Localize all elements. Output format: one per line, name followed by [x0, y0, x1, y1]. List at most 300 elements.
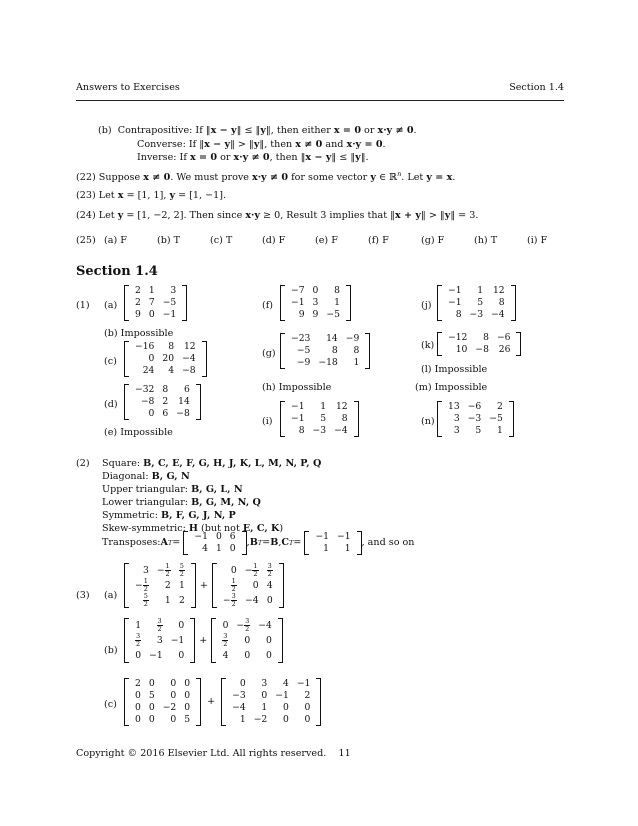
- matrix-row: [131, 384, 194, 396]
- matrix-entry: 0: [312, 285, 319, 296]
- matrix-entry: −4: [232, 702, 246, 713]
- running-header-right: Section 1.4: [509, 82, 564, 93]
- ex1-f-label: (f): [262, 300, 274, 311]
- ex1-b-answer: (b) Impossible: [104, 328, 174, 339]
- left-bracket: [124, 563, 129, 608]
- left-bracket: [280, 333, 285, 369]
- matrix-entry: 0: [261, 690, 268, 701]
- matrix-entry: 1: [477, 285, 484, 296]
- matrix-entry: −4: [245, 595, 259, 606]
- matrix-entry: $\frac{5}{2}$: [179, 562, 184, 578]
- left-bracket: [124, 678, 129, 726]
- matrix-entry: −8: [140, 396, 155, 407]
- plus-sign: +: [207, 696, 216, 707]
- ex2-upper: Upper triangular: B, G, L, N: [102, 484, 243, 495]
- matrix-entry: −4: [491, 309, 505, 320]
- matrix-entry: 0: [265, 635, 272, 646]
- matrix-row: [444, 297, 509, 309]
- ex1-i-label: (i): [262, 416, 273, 427]
- right-bracket: [316, 678, 321, 726]
- ex1-n-matrix: [437, 401, 514, 437]
- matrix-entry: 4: [168, 365, 175, 376]
- footer-copyright: Copyright © 2016 Elsevier Ltd. All rights reserved. 11: [76, 748, 351, 759]
- ex3-a-symmetric-matrix: [124, 563, 196, 608]
- matrix-entry: −32: [135, 384, 155, 395]
- matrix-row: [190, 543, 239, 555]
- ex1-e-answer: (e) Impossible: [104, 427, 173, 438]
- ex2-symmetric: Symmetric: B, F, G, J, N, P: [102, 510, 236, 521]
- matrix-row: [218, 618, 276, 633]
- matrix-entry: 0: [135, 714, 141, 725]
- ex3-b-sum: [124, 618, 283, 663]
- left-bracket: [280, 401, 285, 437]
- matrix-entry: −3: [467, 413, 482, 424]
- matrix-entry: 8: [455, 309, 462, 320]
- matrix-entry: 0: [148, 408, 155, 419]
- matrix-entry: 0: [148, 702, 155, 713]
- answer-24: (24) Let y = [1, −2, 2]. Then since x·y ≥ 0, Result 3 implies that ‖x + y‖ > ‖y‖ = 3.: [76, 210, 479, 221]
- page-number: 11: [338, 748, 351, 759]
- ex1-c-label: (c): [104, 356, 117, 367]
- matrix-row: [218, 633, 276, 648]
- matrix-entry: −12: [448, 332, 468, 343]
- matrix-row: [444, 332, 514, 344]
- matrix-entry: 26: [498, 344, 511, 355]
- matrix-entry: 2: [135, 285, 141, 296]
- matrix-entry: 0: [244, 635, 251, 646]
- matrix-entry: −1: [448, 297, 462, 308]
- matrix-row: [228, 702, 314, 714]
- matrix-entry: −5: [489, 413, 503, 424]
- matrix-entry: 1: [320, 401, 327, 412]
- ex1-l-answer: (l) Impossible: [421, 364, 488, 375]
- matrix-entry: 0: [222, 620, 229, 631]
- matrix-entry: 20: [162, 353, 175, 364]
- ex1-d-label: (d): [104, 399, 118, 410]
- matrix-row: [131, 353, 200, 365]
- matrix-row: [218, 648, 276, 663]
- matrix-entry: 1: [178, 580, 185, 591]
- answer-25-item: (f) F: [368, 235, 389, 246]
- left-bracket: [124, 618, 129, 663]
- matrix-entry: 8: [162, 384, 169, 395]
- right-bracket: [516, 332, 521, 356]
- matrix-entry: 8: [331, 345, 338, 356]
- matrix-entry: 5: [475, 425, 482, 436]
- matrix-entry: −2: [162, 702, 177, 713]
- matrix-entry: 3: [142, 565, 149, 576]
- matrix-entry: 0: [184, 678, 191, 689]
- answer-25-item: (e) F: [315, 235, 338, 246]
- matrix-entry: 5: [184, 714, 191, 725]
- matrix-row: [131, 633, 188, 648]
- matrix-row: [228, 690, 314, 702]
- matrix-row: [131, 396, 194, 408]
- answer-25-item: (i) F: [527, 235, 548, 246]
- matrix-entry: 0: [148, 309, 155, 320]
- matrix-entry: 2: [135, 297, 141, 308]
- matrix-entry: 0: [148, 714, 155, 725]
- matrix-entry: −8: [176, 408, 190, 419]
- left-bracket: [280, 285, 285, 321]
- matrix-entry: 12: [183, 341, 196, 352]
- matrix-entry: 8: [168, 341, 175, 352]
- header-rule: [76, 100, 564, 101]
- matrix-entry: 6: [183, 384, 190, 395]
- matrix-entry: 13: [448, 401, 460, 412]
- ex1-h-answer: (h) Impossible: [262, 382, 332, 393]
- ex1-a-matrix: [124, 285, 187, 321]
- matrix-entry: 8: [334, 285, 340, 296]
- matrix-row: [131, 285, 180, 297]
- matrix-entry: 1: [344, 543, 351, 554]
- matrix-entry: −1: [448, 285, 462, 296]
- matrix-entry: 3: [261, 678, 268, 689]
- right-bracket: [191, 563, 196, 608]
- matrix-entry: −6: [496, 332, 511, 343]
- matrix-entry: 2: [496, 401, 503, 412]
- right-bracket: [182, 285, 187, 321]
- matrix-row: [287, 285, 344, 297]
- matrix-entry: 4: [202, 543, 208, 554]
- answer-25-item: (a) F: [104, 235, 127, 246]
- matrix-entry: 3: [453, 413, 460, 424]
- matrix-row: [287, 309, 344, 321]
- left-bracket: [124, 341, 129, 377]
- right-bracket: [196, 678, 201, 726]
- matrix-entry: −1: [337, 531, 351, 542]
- matrix-entry: 1: [215, 543, 222, 554]
- matrix-entry: 0: [282, 714, 289, 725]
- matrix-entry: −1: [149, 650, 163, 661]
- matrix-entry: 8: [298, 425, 305, 436]
- matrix-entry: − $\frac{3}{2}$: [222, 592, 236, 608]
- ex2-square: Square: B, C, E, F, G, H, J, K, L, M, N, P, Q: [102, 458, 322, 469]
- matrix-row: [131, 678, 194, 690]
- matrix-entry: −5: [326, 309, 340, 320]
- matrix-entry: 12: [335, 401, 348, 412]
- matrix-entry: 4: [282, 678, 289, 689]
- matrix-entry: 1: [148, 285, 155, 296]
- left-bracket: [437, 401, 442, 437]
- matrix-row: [311, 531, 354, 543]
- matrix-entry: 0: [239, 678, 246, 689]
- matrix-entry: 8: [498, 297, 505, 308]
- matrix-entry: −9: [345, 333, 360, 344]
- answer-21b-line2: Converse: If ‖x − y‖ > ‖y‖, then x ≠ 0 and x·y = 0.: [137, 139, 386, 150]
- matrix-entry: 8: [341, 413, 348, 424]
- left-bracket: [437, 285, 442, 321]
- matrix-entry: −5: [162, 297, 177, 308]
- matrix-entry: − $\frac{1}{2}$: [156, 562, 170, 578]
- ex1-k-label: (k): [421, 340, 435, 351]
- ex3-a-label: (a): [104, 590, 118, 601]
- ex2-skew: Skew-symmetric: H (but not E, C, K): [102, 523, 284, 534]
- matrix-entry: −7: [291, 285, 305, 296]
- matrix-entry: 3: [312, 297, 319, 308]
- left-bracket: [211, 618, 216, 663]
- ex2-diagonal: Diagonal: B, G, N: [102, 471, 190, 482]
- exercise-2-number: (2): [76, 458, 90, 469]
- ex1-j-label: (j): [421, 300, 432, 311]
- matrix-entry: 3: [453, 425, 460, 436]
- matrix-entry: 9: [312, 309, 319, 320]
- matrix-row: [228, 678, 314, 690]
- matrix-row: [228, 714, 314, 726]
- matrix-row: [131, 618, 188, 633]
- matrix-entry: 1: [496, 425, 503, 436]
- matrix-entry: 0: [170, 690, 177, 701]
- matrix-row: [444, 309, 509, 321]
- matrix-entry: 8: [483, 332, 489, 343]
- ex3-a-sum: [124, 563, 284, 608]
- matrix-entry: −1: [291, 297, 305, 308]
- matrix-row: [287, 357, 363, 369]
- section-title: Section 1.4: [76, 264, 158, 279]
- matrix-entry: 6: [229, 531, 236, 542]
- matrix-entry: 5: [477, 297, 484, 308]
- answer-25-item: (h) T: [474, 235, 498, 246]
- ex1-g-matrix: [280, 333, 370, 369]
- matrix-entry: −5: [296, 345, 311, 356]
- matrix-entry: 12: [492, 285, 505, 296]
- right-bracket: [346, 285, 351, 321]
- matrix-entry: $\frac{3}{2}$: [136, 632, 141, 648]
- matrix-row: [131, 297, 180, 309]
- matrix-entry: −1: [291, 401, 305, 412]
- answer-25-item: (g) F: [421, 235, 445, 246]
- matrix-entry: 0: [148, 353, 155, 364]
- ex1-n-label: (n): [421, 416, 435, 427]
- matrix-entry: 0: [229, 543, 236, 554]
- transpose-A-matrix: [183, 531, 246, 555]
- ex1-j-matrix: [437, 285, 516, 321]
- matrix-row: [131, 309, 180, 321]
- matrix-entry: −2: [253, 714, 268, 725]
- right-bracket: [365, 333, 370, 369]
- ex1-f-matrix: [280, 285, 351, 321]
- ex3-c-skew-matrix: [221, 678, 321, 726]
- left-bracket: [183, 531, 188, 555]
- matrix-row: [131, 341, 200, 353]
- matrix-entry: $\frac{1}{2}$: [231, 577, 236, 593]
- ex1-d-matrix: [124, 384, 201, 420]
- matrix-entry: −23: [291, 333, 311, 344]
- matrix-entry: −1: [291, 413, 305, 424]
- matrix-row: [287, 425, 352, 437]
- matrix-entry: $\frac{5}{2}$: [143, 592, 148, 608]
- matrix-row: [131, 690, 194, 702]
- ex1-m-answer: (m) Impossible: [415, 382, 488, 393]
- right-bracket: [354, 401, 359, 437]
- matrix-entry: 2: [135, 678, 141, 689]
- matrix-entry: 0: [178, 620, 185, 631]
- right-bracket: [196, 384, 201, 420]
- ex1-k-matrix: [437, 332, 521, 356]
- matrix-entry: 0: [178, 650, 185, 661]
- answer-25-item: (b) T: [157, 235, 181, 246]
- matrix-entry: 1: [323, 543, 330, 554]
- matrix-entry: $\frac{3}{2}$: [267, 562, 272, 578]
- matrix-entry: −4: [258, 620, 272, 631]
- matrix-row: [287, 345, 363, 357]
- matrix-row: [311, 543, 354, 555]
- matrix-entry: 3: [156, 635, 163, 646]
- matrix-entry: 2: [304, 690, 311, 701]
- matrix-entry: − $\frac{1}{2}$: [135, 577, 148, 593]
- matrix-entry: −4: [182, 353, 196, 364]
- plus-sign: +: [199, 579, 208, 591]
- matrix-row: [131, 408, 194, 420]
- matrix-entry: 9: [298, 309, 305, 320]
- matrix-entry: 1: [135, 620, 142, 631]
- matrix-entry: 2: [162, 396, 169, 407]
- right-bracket: [509, 401, 514, 437]
- plus-sign: +: [199, 634, 208, 646]
- matrix-entry: 2: [164, 580, 171, 591]
- matrix-entry: 0: [266, 595, 273, 606]
- ex3-b-symmetric-matrix: [124, 618, 195, 663]
- ex3-b-label: (b): [104, 645, 118, 656]
- matrix-entry: −1: [275, 690, 289, 701]
- matrix-entry: 0: [244, 650, 251, 661]
- left-bracket: [437, 332, 442, 356]
- answer-21b-line1: (b) Contrapositive: If ‖x − y‖ ≤ ‖y‖, then either x = 0 or x·y ≠ 0.: [98, 125, 417, 136]
- matrix-row: [131, 563, 189, 578]
- matrix-entry: −8: [182, 365, 196, 376]
- matrix-entry: 1: [334, 297, 340, 308]
- answer-25-item: (c) T: [210, 235, 233, 246]
- matrix-entry: 1: [261, 702, 268, 713]
- left-bracket: [221, 678, 226, 726]
- matrix-entry: 7: [148, 297, 155, 308]
- matrix-entry: 1: [239, 714, 246, 725]
- matrix-entry: 1: [164, 595, 171, 606]
- matrix-row: [219, 578, 277, 593]
- matrix-row: [131, 593, 189, 608]
- ex3-c-symmetric-matrix: [124, 678, 201, 726]
- matrix-entry: 24: [142, 365, 155, 376]
- matrix-entry: −18: [318, 357, 338, 368]
- matrix-entry: −1: [162, 309, 177, 320]
- matrix-entry: 2: [178, 595, 185, 606]
- matrix-row: [131, 702, 194, 714]
- matrix-entry: 8: [353, 345, 360, 356]
- ex2-transposes: Transposes: A T = −1 0 6 4 1 0 , B T = B , C T = −1 −1 1 1 , and so on: [102, 531, 415, 554]
- right-bracket: [511, 285, 516, 321]
- matrix-row: [287, 333, 363, 345]
- matrix-entry: $\frac{3}{2}$: [223, 632, 228, 648]
- left-bracket: [212, 563, 217, 608]
- right-bracket: [278, 618, 283, 663]
- matrix-row: [287, 297, 344, 309]
- ex3-b-skew-matrix: [211, 618, 283, 663]
- matrix-entry: 0: [282, 702, 289, 713]
- answer-23: (23) Let x = [1, 1], y = [1, −1].: [76, 190, 227, 201]
- ex3-a-skew-matrix: [212, 563, 284, 608]
- matrix-entry: 4: [266, 580, 273, 591]
- matrix-entry: 10: [455, 344, 468, 355]
- matrix-entry: 9: [135, 309, 141, 320]
- matrix-row: [219, 593, 277, 608]
- matrix-entry: 5: [320, 413, 327, 424]
- running-header-left: Answers to Exercises: [76, 82, 180, 93]
- matrix-entry: − $\frac{3}{2}$: [236, 617, 250, 633]
- matrix-entry: 0: [230, 565, 237, 576]
- exercise-3-number: (3): [76, 590, 90, 601]
- matrix-entry: 0: [215, 531, 222, 542]
- ex1-g-label: (g): [262, 348, 276, 359]
- matrix-entry: −3: [232, 690, 246, 701]
- answer-22: (22) Suppose x ≠ 0. We must prove x·y ≠ 0 for some vector y ∈ ℝ$^n$. Let y = x.: [76, 170, 456, 184]
- matrix-row: [287, 413, 352, 425]
- matrix-entry: −1: [170, 635, 185, 646]
- matrix-entry: −16: [135, 341, 155, 352]
- matrix-entry: 0: [135, 690, 141, 701]
- ex1-c-matrix: [124, 341, 207, 377]
- matrix-entry: −1: [194, 531, 208, 542]
- matrix-row: [131, 365, 200, 377]
- matrix-entry: 0: [184, 702, 191, 713]
- matrix-row: [444, 344, 514, 356]
- matrix-row: [131, 714, 194, 726]
- matrix-row: [287, 401, 352, 413]
- exercise-1-number: (1): [76, 300, 90, 311]
- matrix-entry: 0: [135, 650, 142, 661]
- matrix-entry: 0: [135, 702, 141, 713]
- answer-21b-line3: Inverse: If x = 0 or x·y ≠ 0, then ‖x − y‖ ≤ ‖y‖.: [137, 152, 369, 163]
- matrix-entry: 0: [304, 702, 311, 713]
- matrix-entry: 5: [148, 690, 155, 701]
- matrix-entry: 4: [222, 650, 229, 661]
- matrix-entry: 0: [252, 580, 259, 591]
- matrix-entry: 3: [170, 285, 177, 296]
- matrix-row: [444, 285, 509, 297]
- matrix-row: [219, 563, 277, 578]
- matrix-entry: 14: [326, 333, 338, 344]
- matrix-entry: 1: [353, 357, 360, 368]
- answer-25-num: (25): [76, 235, 96, 246]
- matrix-entry: 6: [162, 408, 169, 419]
- matrix-row: [190, 531, 239, 543]
- matrix-entry: 0: [184, 690, 191, 701]
- ex1-i-matrix: [280, 401, 359, 437]
- ex3-c-sum: [124, 678, 321, 726]
- right-bracket: [202, 341, 207, 377]
- left-bracket: [124, 384, 129, 420]
- matrix-entry: 0: [304, 714, 311, 725]
- ex1-a-label: (a): [104, 300, 118, 311]
- matrix-entry: − $\frac{1}{2}$: [244, 562, 258, 578]
- matrix-entry: −3: [469, 309, 484, 320]
- matrix-entry: −8: [475, 344, 489, 355]
- matrix-row: [131, 648, 188, 663]
- transpose-C-matrix: [304, 531, 361, 555]
- matrix-entry: −4: [334, 425, 348, 436]
- matrix-entry: −3: [312, 425, 327, 436]
- matrix-entry: 0: [170, 678, 177, 689]
- matrix-entry: 0: [170, 714, 177, 725]
- matrix-entry: −1: [296, 678, 311, 689]
- matrix-entry: $\frac{3}{2}$: [157, 617, 162, 633]
- ex3-c-label: (c): [104, 699, 117, 710]
- matrix-entry: −6: [467, 401, 482, 412]
- matrix-row: [444, 401, 507, 413]
- matrix-row: [444, 425, 507, 437]
- matrix-entry: 14: [178, 396, 190, 407]
- matrix-row: [131, 578, 189, 593]
- left-bracket: [304, 531, 309, 555]
